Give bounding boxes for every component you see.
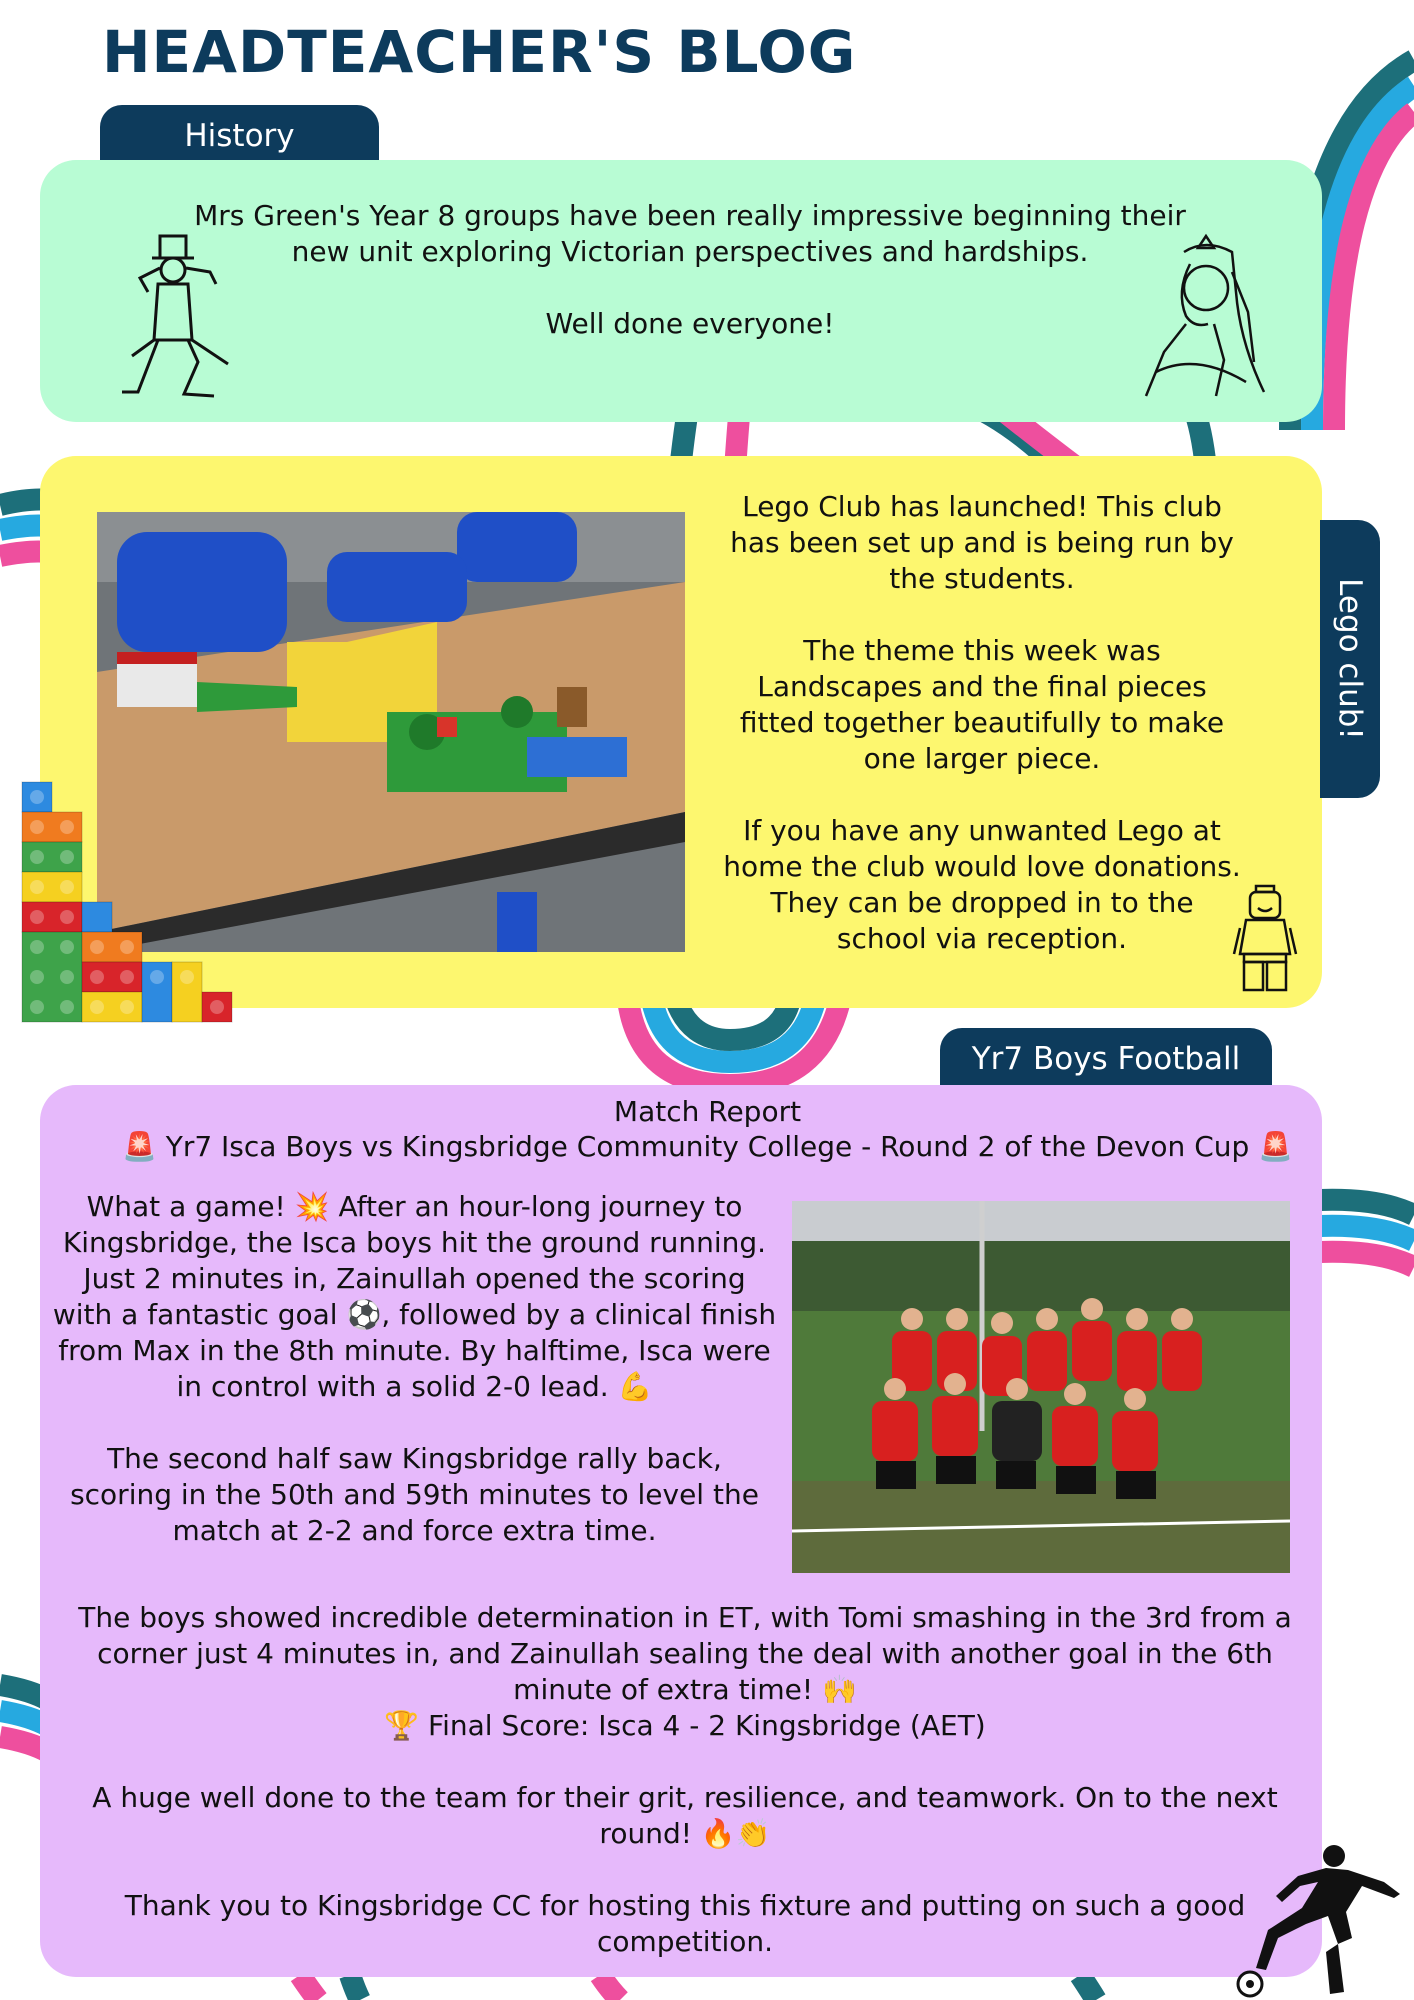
tab-lego-label: Lego club! (1332, 578, 1368, 740)
tab-lego (1320, 520, 1380, 798)
match-report-extra-time (50, 1600, 1320, 1996)
history-paragraph: Mrs Green's Year 8 groups have been really impressive beginning their new unit exploring Victorian perspectives and hardships. (194, 199, 1186, 268)
lego-paragraph: If you have any unwanted Lego at home the club would love donations. They can be dropped in to the school via reception. (723, 814, 1241, 955)
lego-minifigure-icon (1232, 884, 1298, 992)
final-score: 🏆 Final Score: Isca 4 - 2 Kingsbridge (AET) (384, 1709, 986, 1742)
history-text (190, 198, 1190, 378)
queen-victoria-illustration (1136, 232, 1276, 400)
match-report-heading (60, 1094, 1355, 1164)
thanks-text: Thank you to Kingsbridge CC for hosting this fixture and putting on such a good competition. (124, 1889, 1246, 1958)
report-paragraph: The second half saw Kingsbridge rally back, scoring in the 50th and 59th minutes to level the match at 2-2 and force extra time. (70, 1442, 759, 1547)
page-title: HEADTEACHER'S BLOG (102, 18, 857, 86)
tab-history (100, 105, 379, 167)
footballer-silhouette (1234, 1842, 1404, 2000)
victorian-man-illustration (118, 232, 240, 400)
report-paragraph: The boys showed incredible determination in ET, with Tomi smashing in the 3rd from a corner just 4 minutes in, and Zainullah sealing the deal with another goal in the 6th minute of extra time! 🙌 (78, 1601, 1292, 1706)
tab-football-label: Yr7 Boys Football (971, 1041, 1241, 1077)
well-done-text: A huge well done to the team for their grit, resilience, and teamwork. On to the next round! 🔥👏 (92, 1781, 1278, 1850)
tab-history-label: History (184, 118, 295, 154)
football-team-photo (792, 1201, 1290, 1573)
report-subheading: 🚨 Yr7 Isca Boys vs Kingsbridge Community College - Round 2 of the Devon Cup 🚨 (121, 1130, 1294, 1163)
tab-football (940, 1028, 1272, 1090)
report-heading: Match Report (613, 1095, 802, 1128)
lego-bricks-stack (20, 780, 238, 1026)
lego-paragraph: The theme this week was Landscapes and the final pieces fitted together beautifully to make one larger piece. (739, 634, 1225, 775)
lego-text (722, 489, 1242, 993)
report-paragraph: What a game! 💥 After an hour-long journey to Kingsbridge, the Isca boys hit the ground running. Just 2 minutes in, Zainullah opened the scoring with a fantastic goal ⚽, followed by a clinical finish from Max in the 8th minute. By halftime, Isca were in control with a solid 2-0 lead. 💪 (52, 1190, 777, 1403)
lego-paragraph: Lego Club has launched! This club has been set up and is being run by the students. (730, 490, 1234, 595)
match-report-first-half (52, 1189, 777, 1585)
history-paragraph: Well done everyone! (545, 307, 835, 340)
